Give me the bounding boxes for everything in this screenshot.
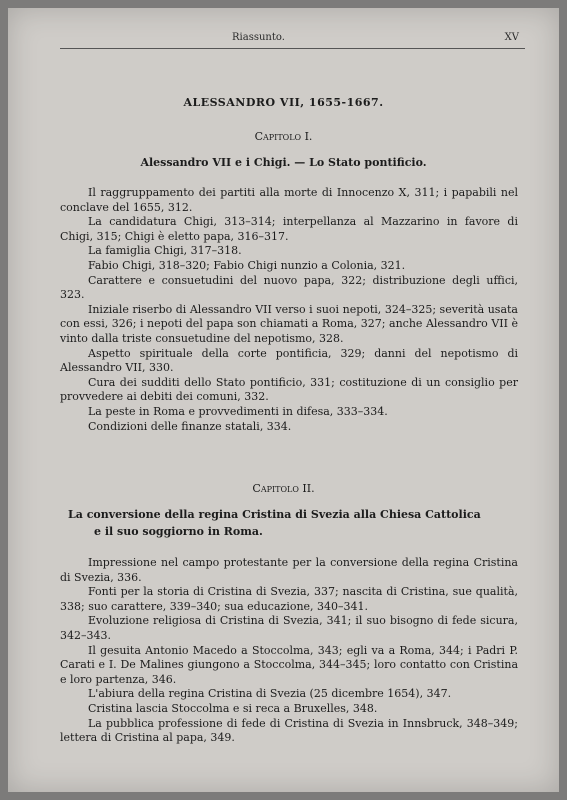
entry: La candidatura Chigi, 313–314; interpellanza al Mazzarino in favore di Chigi, 315; Chigi è eletto papa, 316–317.	[60, 215, 518, 243]
volume-title: ALESSANDRO VII, 1655-1667.	[183, 96, 384, 109]
page-number: XV	[504, 32, 519, 43]
running-title: Riassunto.	[232, 32, 285, 43]
entry: Il raggruppamento dei partiti alla morte di Innocenzo X, 311; i papabili nel conclave del 1655, 312.	[60, 186, 518, 214]
entry: L'abiura della regina Cristina di Svezia (25 dicembre 1654), 347.	[88, 687, 452, 701]
entry: Carattere e consuetudini del nuovo papa, 322; distribuzione degli uffici, 323.	[60, 273, 518, 302]
chapter-2-heading	[68, 506, 528, 540]
document-page	[8, 8, 559, 792]
entry: Evoluzione religiosa di Cristina di Svezia, 341; il suo bisogno di fede sicura, 342–343.	[60, 614, 518, 642]
entry: Aspetto spirituale della corte pontificia, 329; danni del nepotismo di Alessandro VII, 330.	[60, 346, 518, 375]
chapter-2-entries	[60, 556, 518, 746]
entry: Condizioni delle finanze statali, 334.	[88, 419, 292, 433]
header-rule	[60, 48, 525, 49]
entry: Iniziale riserbo di Alessandro VII verso i suoi nepoti, 324–325; severità usata con essi, 326; i nepoti del papa son chiamati a Roma, 327; anche Alessandro VII è vinto dalla triste consuetudine del nepotismo, 328.	[60, 302, 518, 345]
chapter-2-label: Capitolo II.	[252, 482, 315, 495]
entry: La famiglia Chigi, 317–318.	[88, 244, 242, 258]
entry: Fonti per la storia di Cristina di Svezia, 337; nascita di Cristina, sue qualità, 338; suo carattere, 339–340; sua educazione, 340–341.	[60, 585, 518, 613]
entry: Il gesuita Antonio Macedo a Stoccolma, 343; egli va a Roma, 344; i Padri P. Carati e I. De Malines giungono a Stoccolma, 344–345; loro contatto con Cristina e loro partenza, 346.	[60, 643, 518, 686]
chapter-1-entries	[60, 186, 518, 434]
entry: Impressione nel campo protestante per la conversione della regina Cristina di Svezia, 336.	[60, 556, 518, 584]
chapter-2-heading-line: e il suo soggiorno in Roma.	[94, 525, 263, 538]
entry: Fabio Chigi, 318–320; Fabio Chigi nunzio a Colonia, 321.	[88, 258, 406, 272]
chapter-2-heading-line: La conversione della regina Cristina di Svezia alla Chiesa Cattolica	[68, 508, 481, 521]
chapter-1-heading	[8, 154, 559, 171]
entry: La peste in Roma e provvedimenti in difesa, 333–334.	[88, 404, 388, 418]
entry: La pubblica professione di fede di Cristina di Svezia in Innsbruck, 348–349; lettera di Cristina al papa, 349.	[60, 716, 518, 745]
entry: Cristina lascia Stoccolma e si reca a Bruxelles, 348.	[88, 701, 378, 715]
entry: Cura dei sudditi dello Stato pontificio, 331; costituzione di un consiglio per provvedere ai debiti dei comuni, 332.	[60, 375, 518, 404]
chapter-1-label: Capitolo I.	[254, 130, 313, 143]
chapter-1-heading-line: Alessandro VII e i Chigi. — Lo Stato pontificio.	[140, 156, 427, 169]
